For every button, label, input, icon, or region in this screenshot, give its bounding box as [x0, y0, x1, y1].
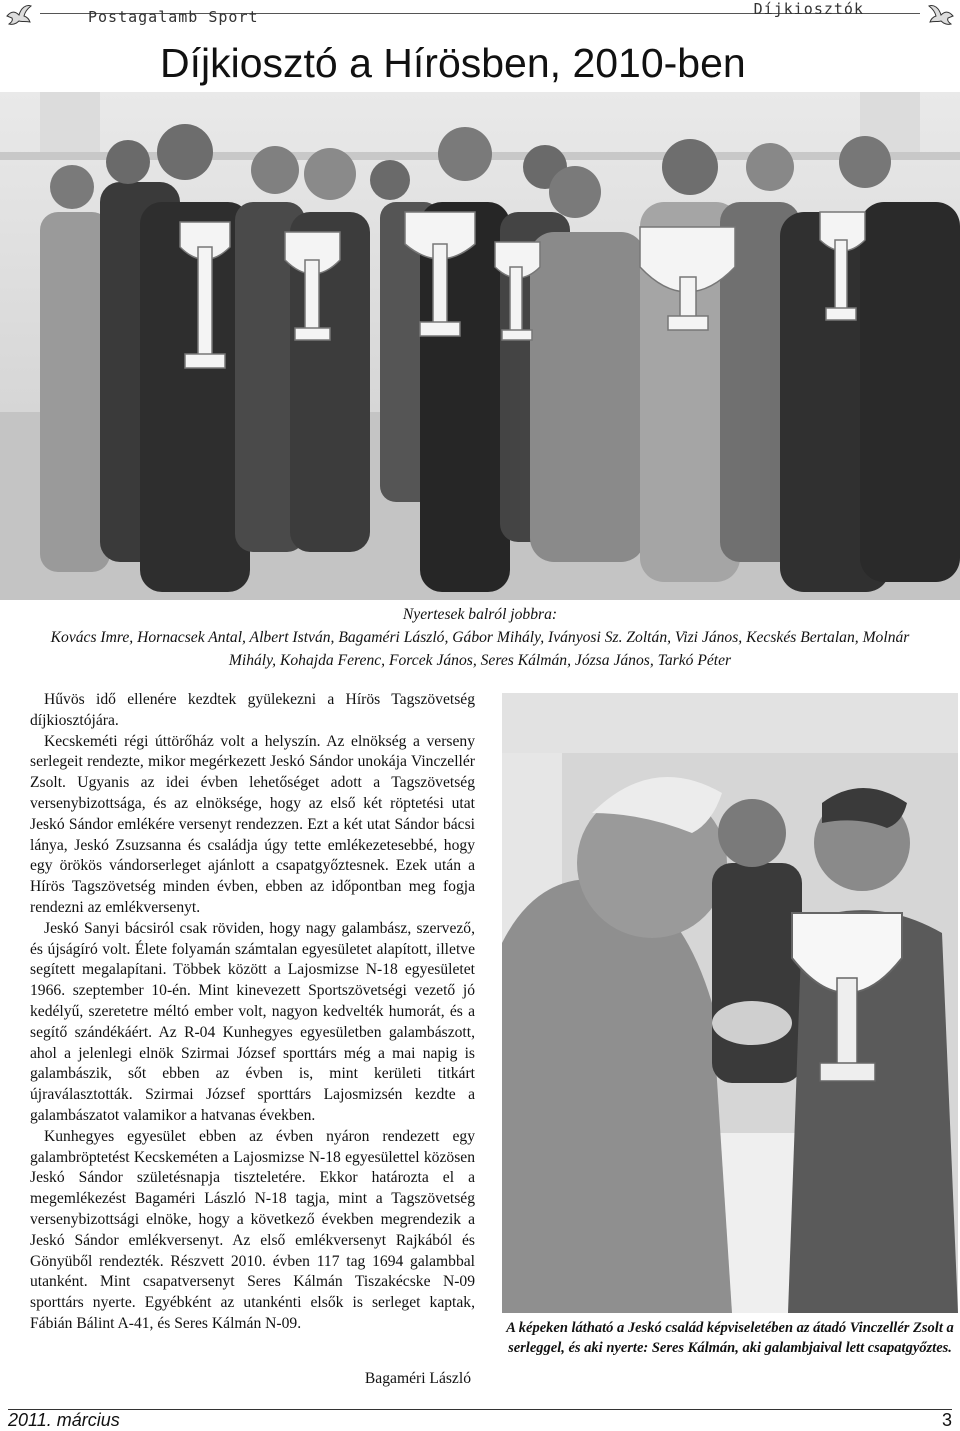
page-title: Díjkiosztó a Hírösben, 2010-ben — [160, 40, 746, 86]
paragraph: Kecskeméti régi úttörőház volt a helyszín. Az elnökség a verseny serlegeit rendezte, mikor megérkezett Jeskó Sándor unokája Vinczellér Zsolt. Ugyanis az idei évben lehetőséget adott a Tagszövetség versenybizottsága, és az elnöksége, hogy az első két röptetési utat Jeskó Sándor emlékére versenyt rendezzen. Ezt a két utat Sándor bácsi lánya, Jeskó Zsuzsanna és családja úgy tette emlékezetesebbé, hogy egy örökös vándorserleget ajánlott a csapatgyőztesnek. Ezek után a Hírös Tagszövetség minden évben, ebben az időpontban meg fogja rendezni az emlékversenyt. — [30, 732, 475, 916]
group-photo — [0, 92, 960, 600]
photo-caption — [0, 603, 960, 672]
dove-icon — [4, 2, 34, 28]
dove-icon — [926, 2, 956, 28]
photo2-caption: A képeken látható a Jeskó család képviseletében az átadó Vinczellér Zsolt a serleggel, és aki nyerte: Seres Kálmán, aki galambjaival lett csapatgyőztes. — [506, 1320, 954, 1356]
caption-line: Nyertesek balról jobbra: — [402, 606, 558, 623]
caption-line: Mihály, Kohajda Ferenc, Forcek János, Seres Kálmán, Józsa János, Tarkó Péter — [228, 652, 732, 669]
trophy-handover-photo — [502, 693, 958, 1313]
caption-line: Kovács Imre, Hornacsek Antal, Albert István, Bagaméri László, Gábor Mihály, Iványosi Sz. Zoltán, Vizi János, Kecskés Bertalan, Molnár — [50, 629, 910, 646]
paragraph: Kunhegyes egyesület ebben az évben nyáron rendezett egy galambröptetést Kecskeméten a Lajosmizse N-18 egyesülettel közösen Jeskó Sándor születésnapja tiszteletére. Ekkor határozta el a megemlékezést Bagaméri László N-18 tagja, mint a Tagszövetség versenybizottsági elnöke, hogy a következő években megrendezik a Jeskó Sándor emlékversenyt. Az első emlékversenyt Rajkából és Gönyüből rendezték. Részvett 2010. évben 117 tag 1694 galambbal utanként. Mint csapatversenyt Seres Kálmán Tiszakécske N-09 sporttárs nyerte. Egyébként az utankénti elsők is serleget kaptak, Fábián Bálint A-41, és Seres Kálmán N-09. — [30, 1127, 475, 1332]
footer-rule — [8, 1409, 952, 1410]
author-signature: Bagaméri László — [364, 1370, 471, 1387]
article-body — [30, 690, 475, 1335]
magazine-name: Postagalamb Sport — [88, 8, 259, 26]
paragraph: Hűvös idő ellenére kezdtek gyülekezni a Hírös Tagszövetség díjkiosztójára. — [30, 691, 475, 729]
issue-date: 2011. március — [8, 1410, 120, 1430]
section-name: Díjkiosztók — [753, 0, 864, 18]
paragraph: Jeskó Sanyi bácsiról csak röviden, hogy nagy galambász, szervező, és újságíró volt. Élete folyamán számtalan egyesületet alapított, illetve segített megalapítani. Többek között a Lajosmizse N-18 egyesületet 1966. szeptember 10-én. Mint kinevezett Sportszövetségi vezető jó kedélyű, szeretetre méltó ember volt, nagyon kedvelték humorát, és a segítő szándékáért. Az R-04 Kunhegyes egyesületben galambászott, ahol a jelenlegi elnök Szirmai József sporttárs még a mai napig is galambászik, sőt ebben az évben is, mint kerületi titkárt újraválasztották. Szirmai József sporttárs Lajosmizsén kezdte a galambászatot valamikor a hatvanas években. — [30, 919, 475, 1124]
page-number: 3 — [941, 1410, 952, 1430]
